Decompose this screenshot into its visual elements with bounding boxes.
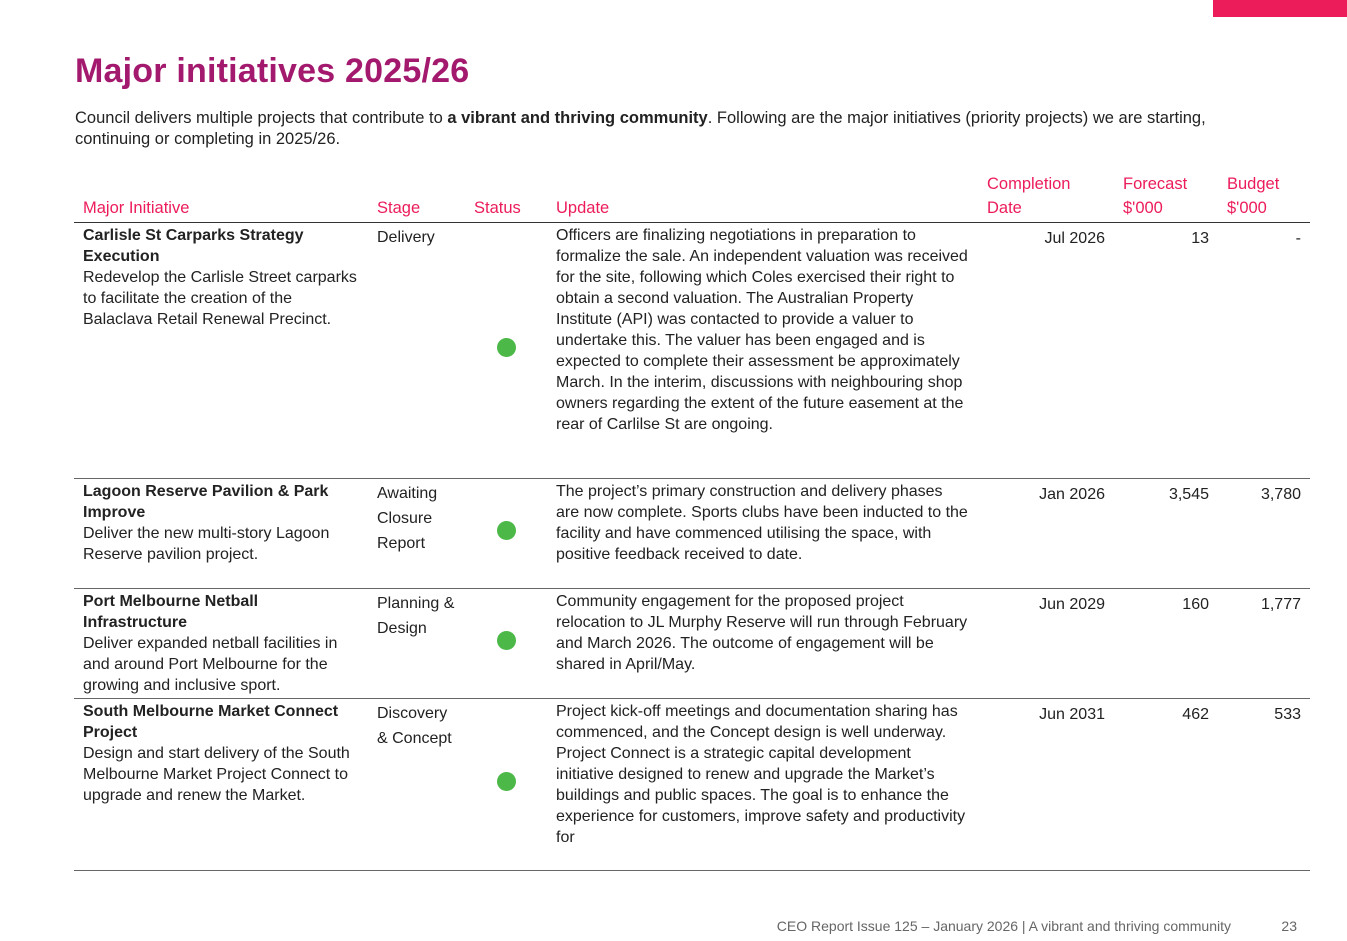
forecast-cell: 13	[1114, 223, 1218, 479]
budget-cell: 1,777	[1218, 589, 1310, 699]
header-completion-line2: Date	[987, 199, 1022, 217]
update-cell: Officers are finalizing negotiations in preparation to formalize the sale. An independent valuation was received for the site, following which Coles exercised their right to obtain a second valuation. The Australian Property Institute (API) was contacted to provide a valuer to undertake this. The valuer has been engaged and is expected to complete their assessment be approximately March. In the interim, discussions with neighbouring shop owners regarding the extent of the future easement at the rear of Carlilse St are ongoing.	[547, 223, 978, 479]
header-status: Status	[465, 172, 547, 223]
initiative-cell	[74, 589, 368, 699]
stage-cell: Discovery & Concept	[368, 699, 465, 871]
initiative-title: Carlisle St Carparks Strategy Execution	[83, 227, 304, 265]
header-completion	[978, 172, 1114, 223]
initiative-description: Design and start delivery of the South Melbourne Market Project Connect to upgrade and renew the Market.	[83, 745, 350, 804]
header-forecast-line2: $'000	[1123, 199, 1163, 217]
green-dot-icon	[497, 631, 516, 650]
table-row	[74, 223, 1310, 479]
header-budget-line2: $'000	[1227, 199, 1267, 217]
completion-cell: Jan 2026	[978, 479, 1114, 589]
completion-cell: Jun 2031	[978, 699, 1114, 871]
initiative-cell	[74, 479, 368, 589]
initiative-cell	[74, 699, 368, 871]
initiatives-table	[74, 172, 1310, 871]
table-header-row	[74, 172, 1310, 223]
forecast-cell: 462	[1114, 699, 1218, 871]
header-initiative: Major Initiative	[74, 172, 368, 223]
footer-text: CEO Report Issue 125 – January 2026 | A vibrant and thriving community	[776, 918, 1231, 934]
table-row	[74, 479, 1310, 589]
table-row	[74, 699, 1310, 871]
initiative-title: Port Melbourne Netball Infrastructure	[83, 593, 259, 631]
update-cell	[547, 699, 978, 871]
header-stage: Stage	[368, 172, 465, 223]
accent-bar	[1213, 0, 1347, 17]
initiative-description: Deliver the new multi-story Lagoon Reserve pavilion project.	[83, 525, 330, 563]
intro-bold-text: a vibrant and thriving community	[447, 109, 708, 127]
page-number: 23	[1281, 918, 1297, 934]
header-forecast-line1: Forecast	[1123, 175, 1188, 193]
initiative-title: Lagoon Reserve Pavilion & Park Improve	[83, 483, 329, 521]
status-cell	[465, 699, 547, 871]
update-paragraph: Project Connect is a strategic capital development initiative designed to renew and upgrade the Market’s buildings and public spaces. The goal is to enhance the experience for customers, improve safety and productivity for	[556, 745, 966, 846]
budget-cell: 533	[1218, 699, 1310, 871]
update-cell: The project’s primary construction and delivery phases are now complete. Sports clubs have been inducted to the facility and have commenced utilising the space, with positive feedback received to date.	[547, 479, 978, 589]
initiative-cell	[74, 223, 368, 479]
stage-cell: Planning & Design	[368, 589, 465, 699]
completion-cell: Jul 2026	[978, 223, 1114, 479]
status-cell	[465, 223, 547, 479]
status-cell	[465, 589, 547, 699]
green-dot-icon	[497, 521, 516, 540]
green-dot-icon	[497, 338, 516, 357]
update-cell: Community engagement for the proposed project relocation to JL Murphy Reserve will run through February and March 2026. The outcome of engagement will be shared in April/May.	[547, 589, 978, 699]
intro-text: Council delivers multiple projects that contribute to	[75, 109, 448, 127]
forecast-cell: 160	[1114, 589, 1218, 699]
green-dot-icon	[497, 772, 516, 791]
initiative-description: Redevelop the Carlisle Street carparks to facilitate the creation of the Balaclava Retail Renewal Precinct.	[83, 269, 357, 328]
header-forecast	[1114, 172, 1218, 223]
budget-cell: -	[1218, 223, 1310, 479]
completion-cell: Jun 2029	[978, 589, 1114, 699]
initiative-description: Deliver expanded netball facilities in and around Port Melbourne for the growing and inclusive sport.	[83, 635, 338, 694]
update-paragraph: Project kick-off meetings and documentation sharing has commenced, and the Concept design is well underway.	[556, 703, 958, 741]
budget-cell: 3,780	[1218, 479, 1310, 589]
status-cell	[465, 479, 547, 589]
stage-cell: Awaiting Closure Report	[368, 479, 465, 589]
stage-cell: Delivery	[368, 223, 465, 479]
header-update: Update	[547, 172, 978, 223]
page-title: Major initiatives 2025/26	[75, 52, 470, 90]
initiative-title: South Melbourne Market Connect Project	[83, 703, 339, 741]
table-row	[74, 589, 1310, 699]
forecast-cell: 3,545	[1114, 479, 1218, 589]
header-budget	[1218, 172, 1310, 223]
header-completion-line1: Completion	[987, 175, 1071, 193]
header-budget-line1: Budget	[1227, 175, 1280, 193]
intro-text-rest: . Following are the major initiatives (priority projects) we are starting, continuing or completing in 2025/26.	[75, 109, 1206, 148]
intro-paragraph	[75, 108, 1285, 150]
